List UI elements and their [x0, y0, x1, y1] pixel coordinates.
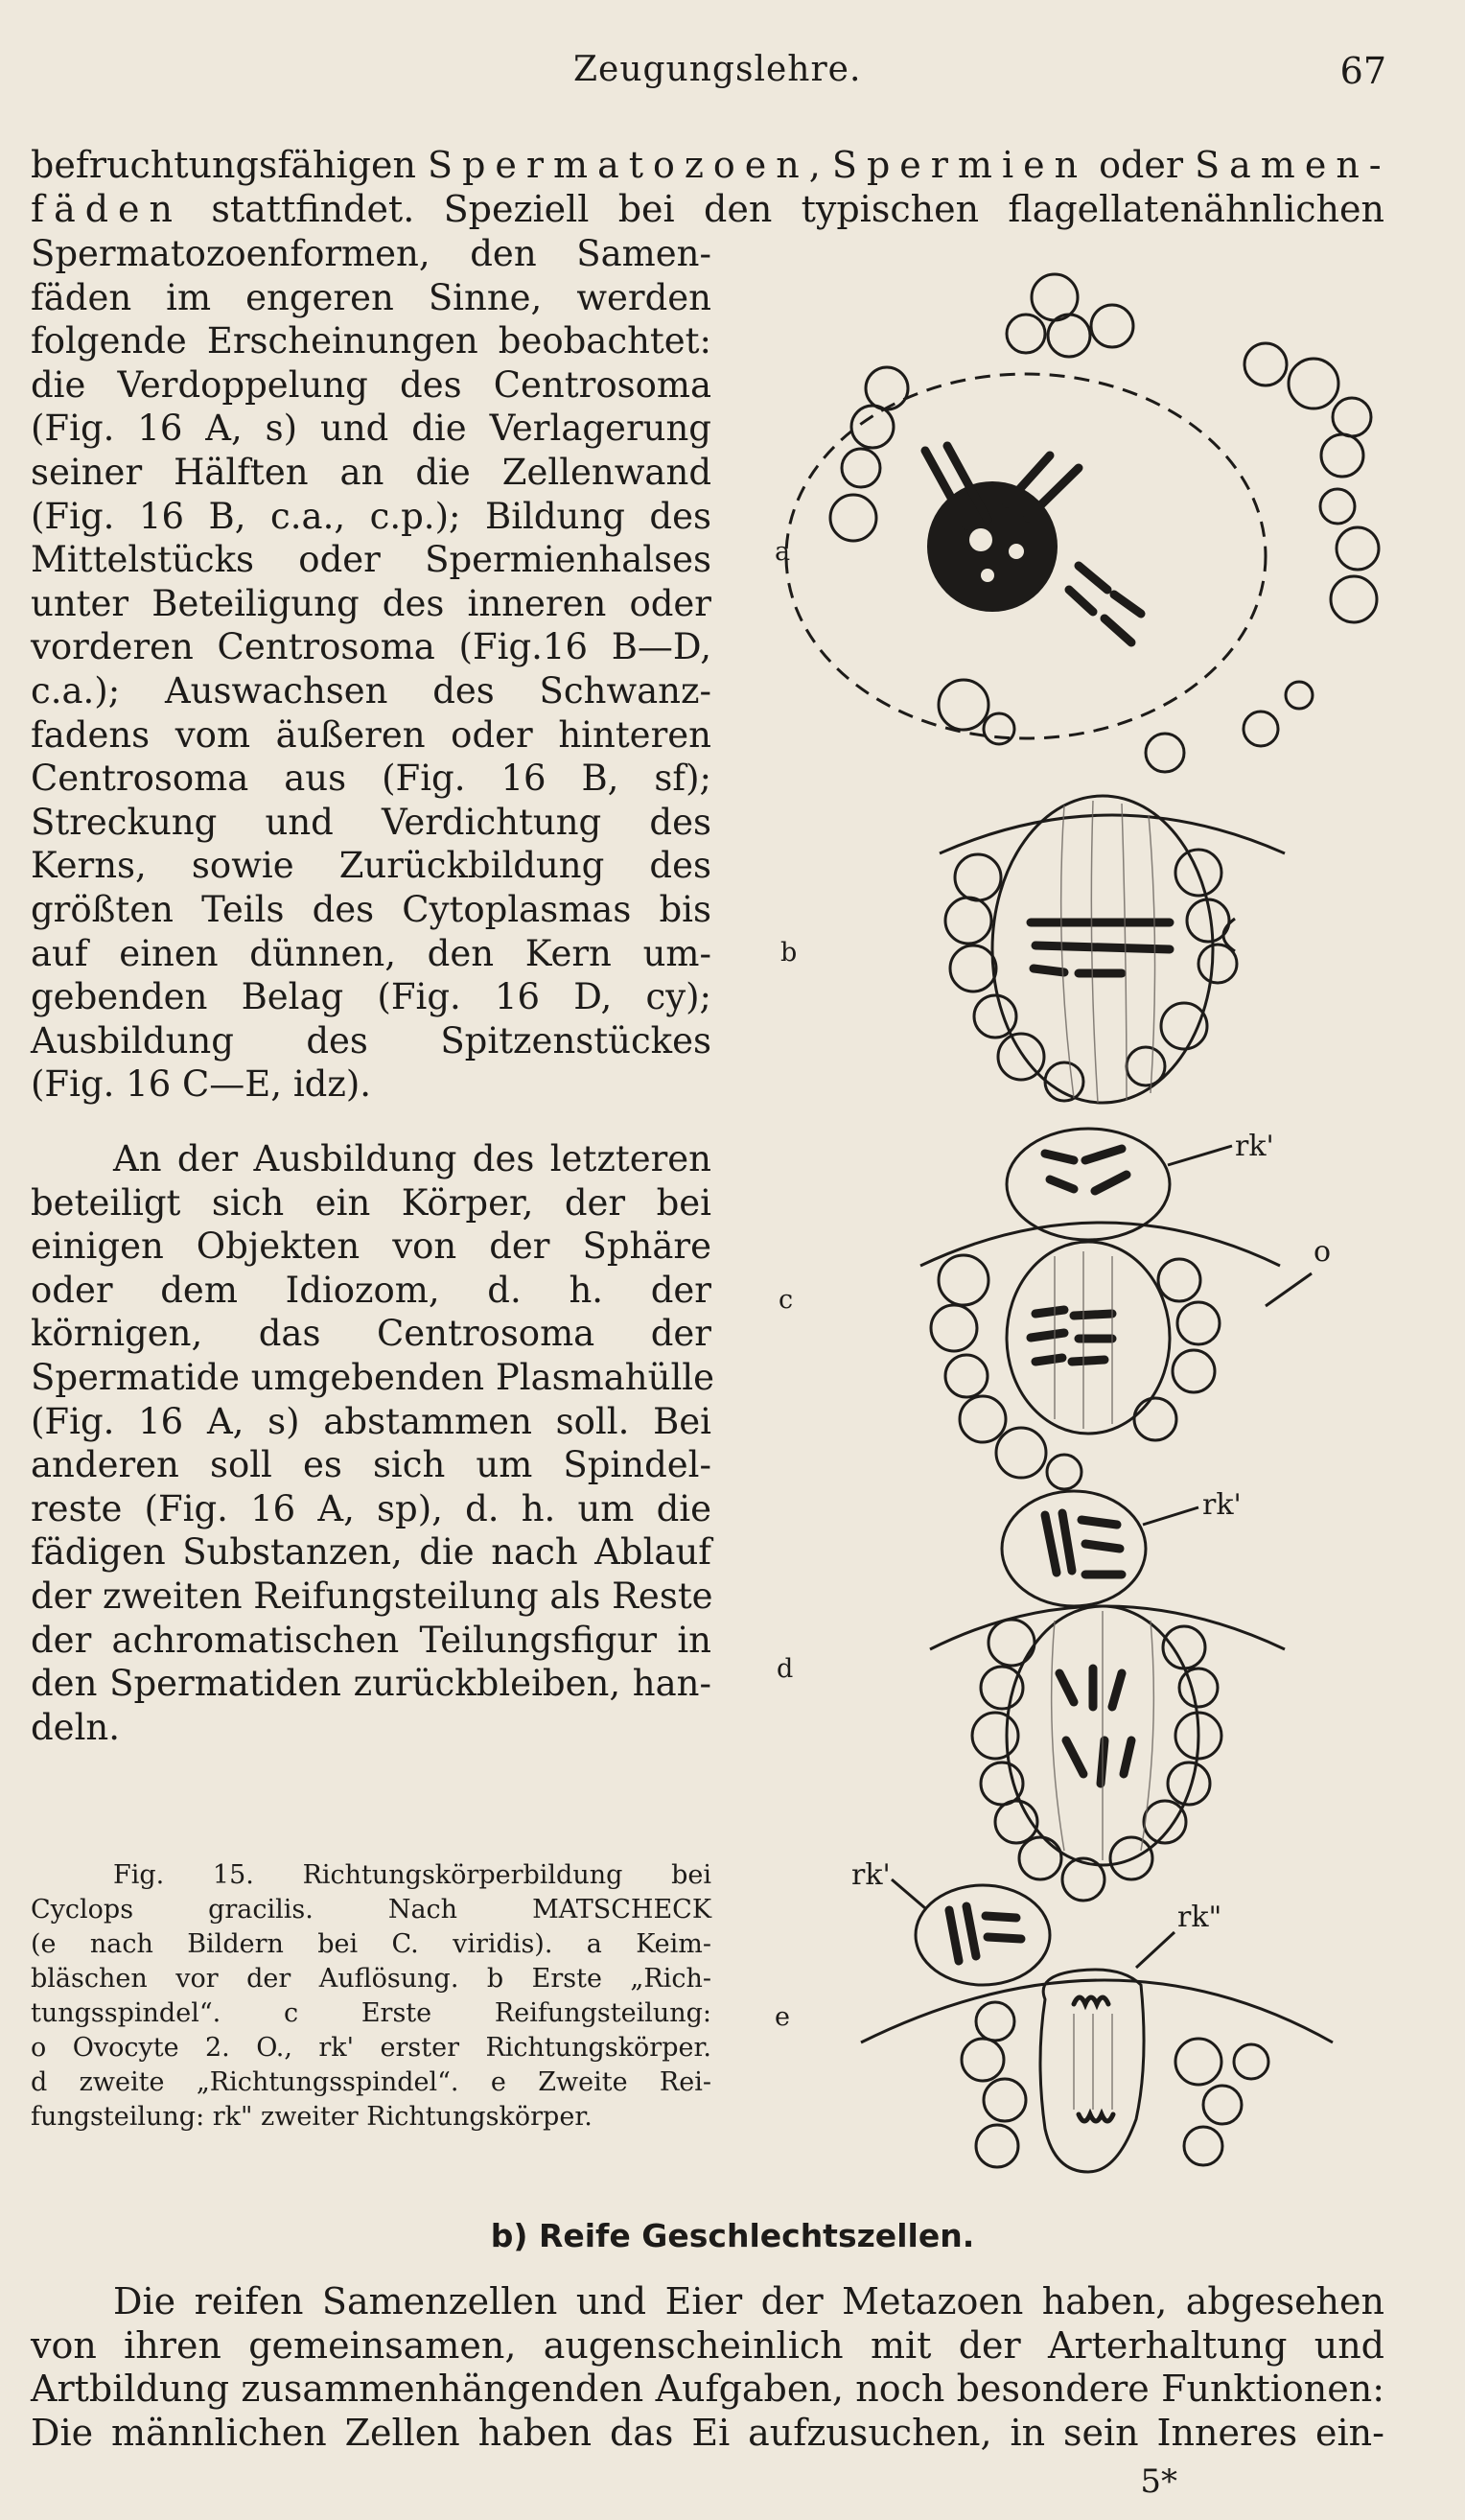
- text-line: Spermatozoenformen, den Samen-: [31, 233, 711, 274]
- text-line: fäden im engeren Sinne, werden: [31, 276, 711, 318]
- text-line: auf einen dünnen, den Kern um-: [31, 932, 711, 974]
- text-line: Die reifen Samenzellen und Eier der Metazoen haben, abgesehen: [113, 2280, 1384, 2322]
- text-line: einigen Objekten von der Sphäre: [31, 1225, 711, 1268]
- figure-caption: [31, 1858, 711, 2135]
- figure-drawing: [748, 259, 1419, 2196]
- annotation-rk1-d: rk': [1202, 1488, 1242, 1522]
- text-line: Die männlichen Zellen haben das Ei aufzusuchen, in sein Inneres ein-: [31, 2411, 1384, 2454]
- caption-line: tungsspindel“. c Erste Reifungsteilung:: [31, 1998, 711, 2028]
- text-line: fädigen Substanzen, die nach Ablauf: [31, 1531, 711, 1574]
- text-line: vorderen Centrosoma (Fig.16 B—D,: [31, 626, 711, 668]
- annotation-rk1-c: rk': [1235, 1130, 1274, 1163]
- text-line: c.a.); Auswachsen des Schwanz-: [31, 669, 711, 712]
- text-line: Kerns, sowie Zurückbildung des: [31, 845, 711, 887]
- text-line: den Spermatiden zurückbleiben, han-: [31, 1663, 711, 1705]
- section-heading: b) Reife Geschlechtszellen.: [490, 2217, 975, 2254]
- text-line: anderen soll es sich um Spindel-: [31, 1444, 711, 1486]
- text-line: von ihren gemeinsamen, augenscheinlich mit der Arterhaltung und: [31, 2323, 1384, 2367]
- annotation-o: o: [1314, 1235, 1332, 1269]
- text-line: unter Beteiligung des inneren oder: [31, 582, 711, 624]
- text-line: Spermatide umgebenden Plasmahülle: [31, 1356, 715, 1398]
- text-line: fadens vom äußeren oder hinteren: [31, 713, 711, 756]
- column-paragraph-1: [31, 232, 711, 1107]
- text-line: größten Teils des Cytoplasmas bis: [31, 888, 711, 930]
- text-line: (Fig. 16 B, c.a., c.p.); Bildung des: [31, 495, 711, 537]
- text-line: der achromatischen Teilungsfigur in: [31, 1619, 711, 1661]
- caption-line: d zweite „Richtungsspindel“. e Zweite Rei-: [31, 2067, 711, 2097]
- running-head-title: Zeugungslehre.: [573, 50, 862, 89]
- figure-label-b: b: [780, 938, 798, 968]
- text-line: Ausbildung des Spitzenstückes: [31, 1019, 711, 1062]
- final-paragraph: [31, 2280, 1384, 2455]
- text-line: der zweiten Reifungsteilung als Reste: [31, 1575, 713, 1617]
- text-line: (Fig. 16 A, s) abstammen soll. Bei: [31, 1400, 711, 1442]
- running-head: [0, 50, 1465, 98]
- signature-mark: 5*: [1140, 2462, 1177, 2501]
- caption-line: Fig. 15. Richtungskörperbildung bei: [113, 1860, 711, 1890]
- figure-label-a: a: [775, 537, 791, 567]
- text-line: oder dem Idiozom, d. h. der: [31, 1269, 711, 1311]
- column-paragraph-2: [31, 1137, 715, 1749]
- caption-line: (e nach Bildern bei C. viridis). a Keim-: [31, 1929, 711, 1959]
- text-line: An der Ausbildung des letzteren: [113, 1138, 711, 1179]
- text-line: reste (Fig. 16 A, sp), d. h. um die: [31, 1487, 711, 1529]
- text-line: deln.: [31, 1706, 121, 1748]
- caption-line: Cyclops gracilis. Nach MATSCHECK: [31, 1895, 711, 1925]
- text-line: (Fig. 16 C—E, idz).: [31, 1063, 372, 1106]
- caption-line: fungsteilung: rk" zweiter Richtungskörper.: [31, 2102, 593, 2132]
- figure-label-d: d: [777, 1654, 794, 1684]
- caption-line: o Ovocyte 2. O., rk' erster Richtungskörper.: [31, 2033, 711, 2063]
- text-line: gebenden Belag (Fig. 16 D, cy);: [31, 976, 711, 1018]
- figure-15: [748, 259, 1419, 2196]
- text-line: beteiligt sich ein Körper, der bei: [31, 1181, 711, 1224]
- annotation-rk2-e: rk": [1177, 1901, 1222, 1934]
- intro-line-1: befruchtungsfähigen Spermatozoen, Spermien oder Samen-: [31, 144, 1391, 186]
- intro-line-2: fäden stattfindet. Speziell bei den typischen flagellatenähnlichen: [31, 187, 1384, 230]
- caption-line: bläschen vor der Auflösung. b Erste „Rich-: [31, 1964, 711, 1994]
- text-line: Artbildung zusammenhängenden Aufgaben, noch besondere Funktionen:: [31, 2368, 1384, 2410]
- text-line: folgende Erscheinungen beobachtet:: [31, 320, 711, 362]
- figure-label-e: e: [775, 2002, 790, 2032]
- page-number: 67: [1339, 50, 1386, 92]
- text-line: die Verdoppelung des Centrosoma: [31, 363, 711, 406]
- intro-paragraph: [31, 144, 1391, 231]
- text-line: seiner Hälften an die Zellenwand: [31, 451, 711, 493]
- text-line: körnigen, das Centrosoma der: [31, 1313, 711, 1355]
- text-line: Centrosoma aus (Fig. 16 B, sf);: [31, 758, 711, 800]
- text-line: (Fig. 16 A, s) und die Verlagerung: [31, 408, 711, 450]
- figure-label-c: c: [779, 1285, 794, 1315]
- text-line: Streckung und Verdichtung des: [31, 801, 711, 843]
- text-line: Mittelstücks oder Spermienhalses: [31, 539, 711, 581]
- annotation-rk1-e: rk': [851, 1858, 891, 1892]
